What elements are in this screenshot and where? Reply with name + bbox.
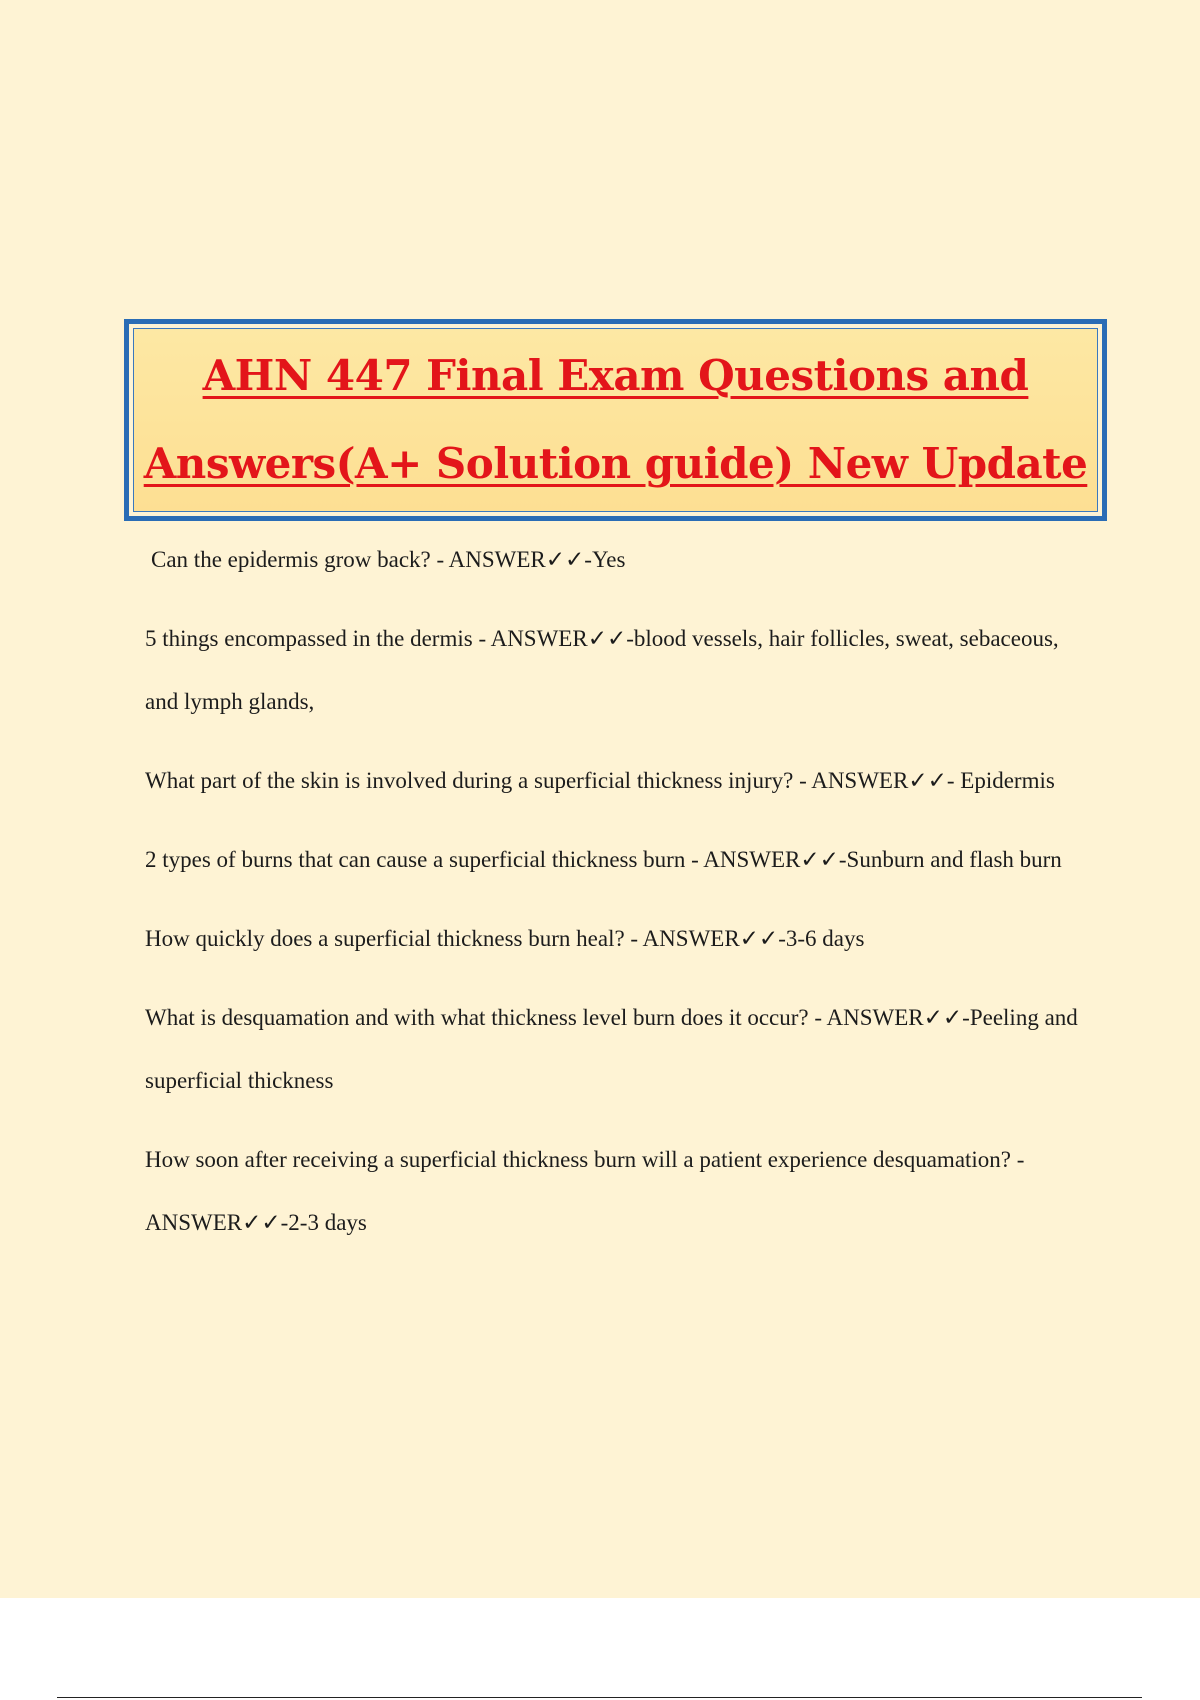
qa-item: How quickly does a superficial thickness burn heal? - ANSWER✓✓-3-6 days — [145, 926, 865, 951]
qa-item: What is desquamation and with what thickness level burn does it occur? - ANSWER✓✓-Peeling and superficial thickness — [145, 1005, 1078, 1093]
footer-divider — [57, 1697, 1142, 1698]
title-box-inner — [133, 328, 1098, 512]
qa-list — [145, 528, 1095, 1270]
qa-item: 2 types of burns that can cause a superficial thickness burn - ANSWER✓✓-Sunburn and flash burn — [145, 847, 1062, 872]
qa-item: What part of the skin is involved during a superficial thickness injury? - ANSWER✓✓- Epidermis — [145, 768, 1055, 793]
document-title-line-1: AHN 447 Final Exam Questions and — [202, 351, 1029, 400]
document-title-line-2: Answers(A+ Solution guide) New Update — [143, 439, 1088, 488]
qa-item: 5 things encompassed in the dermis - ANSWER✓✓-blood vessels, hair follicles, sweat, sebaceous, and lymph glands, — [145, 626, 1059, 714]
title-box — [124, 319, 1107, 521]
qa-item: Can the epidermis grow back? - ANSWER✓✓-Yes — [151, 547, 626, 572]
qa-item: How soon after receiving a superficial thickness burn will a patient experience desquamation? - ANSWER✓✓-2-3 days — [145, 1147, 1025, 1235]
